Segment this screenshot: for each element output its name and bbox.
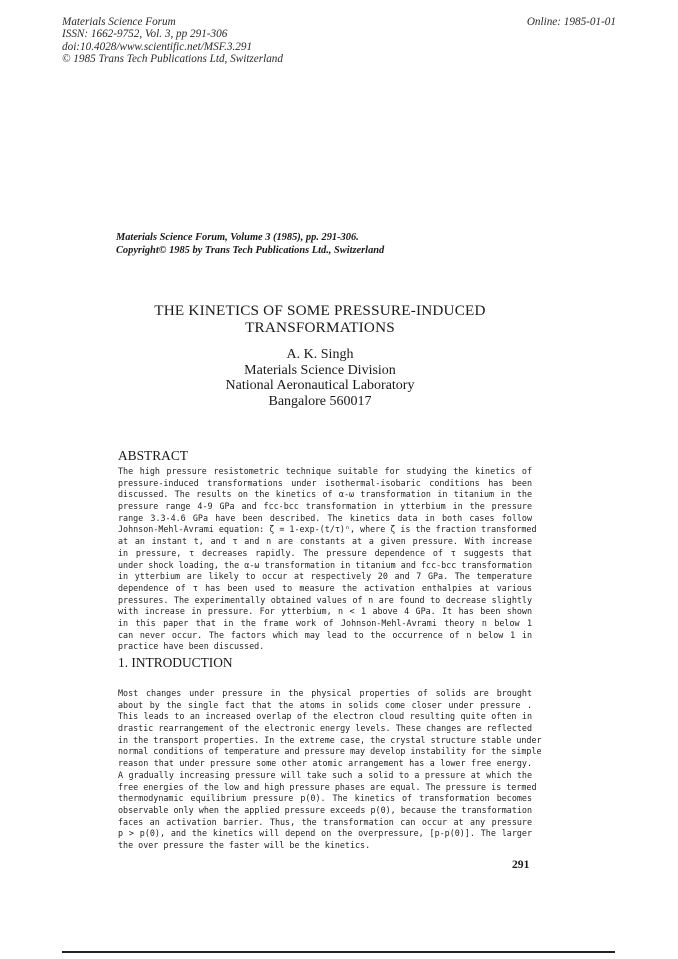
abstract-line: under shock loading, the α-ω transformation in titanium and fcc-bcc transformation bbox=[118, 559, 532, 570]
introduction-line: Most changes under pressure in the physical properties of solids are brought bbox=[118, 688, 532, 698]
citation-line-2: Copyright© 1985 by Trans Tech Publications Ltd., Switzerland bbox=[116, 244, 385, 256]
title-line-2: TRANSFORMATIONS bbox=[245, 319, 395, 336]
introduction-line: about by the single fact that the atoms in solids come closer under pressure . bbox=[118, 699, 532, 710]
abstract-body bbox=[118, 466, 537, 653]
abstract-line: with increase in pressure. For ytterbium, n < 1 above 4 GPa. It has been shown bbox=[118, 606, 532, 617]
journal-name: Materials Science Forum bbox=[62, 16, 176, 28]
abstract-line: at an instant t, and τ and n are constants at a given pressure. With increase bbox=[118, 536, 532, 547]
author-block bbox=[120, 347, 520, 409]
abstract-line: pressures. The experimentally obtained values of n are found to decrease slightly bbox=[118, 594, 532, 605]
abstract-line: in ytterbium are likely to occur at respectively 20 and 7 GPa. The temperature bbox=[118, 571, 532, 582]
issn-line: ISSN: 1662-9752, Vol. 3, pp 291-306 bbox=[62, 28, 228, 41]
online-date: Online: 1985-01-01 bbox=[526, 16, 616, 28]
introduction-line: thermodynamic equilibrium pressure p(0). The kinetics of transformation becomes bbox=[118, 793, 532, 804]
abstract-line: can never occur. The factors which may lead to the occurrence of n below 1 in bbox=[118, 629, 532, 640]
introduction-heading: 1. INTRODUCTION bbox=[118, 655, 233, 670]
abstract-line: range 3.3-4.6 GPa have been described. The kinetics data in both cases follow bbox=[118, 512, 532, 523]
abstract-line: in this paper that in the frame work of Johnson-Mehl-Avrami theory n below 1 bbox=[118, 617, 532, 628]
abstract-line: practice have been discussed. bbox=[118, 641, 265, 652]
paper-title bbox=[120, 302, 520, 336]
citation-line-1: Materials Science Forum, Volume 3 (1985), pp. 291-306. bbox=[116, 232, 359, 243]
abstract-line: pressure-induced transformations under isothermal-isobaric conditions has been bbox=[118, 477, 532, 488]
abstract-line: pressure range 4-9 GPa and fcc-bcc transformation in ytterbium in the pressure bbox=[118, 501, 532, 512]
introduction-line: p > p(0), and the kinetics will depend on the overpressure, [p-p(0)]. The larger bbox=[118, 828, 532, 839]
abstract-line: discussed. The results on the kinetics of α-ω transformation in titanium in the bbox=[118, 489, 532, 500]
introduction-line: reason that under pressure some other atomic arrangement has a lower free energy. bbox=[118, 758, 532, 769]
author-lab: National Aeronautical Laboratory bbox=[225, 378, 415, 394]
introduction-line: the over pressure the faster will be the kinetics. bbox=[118, 839, 371, 850]
introduction-line: faces an activation barrier. Thus, the transformation can occur at any pressure bbox=[118, 816, 532, 827]
footer-rule bbox=[62, 951, 615, 953]
copyright-line: © 1985 Trans Tech Publications Ltd, Switzerland bbox=[62, 53, 283, 66]
abstract-line: in pressure, τ decreases rapidly. The pressure dependence of τ suggests that bbox=[118, 547, 532, 558]
abstract-heading: ABSTRACT bbox=[118, 448, 188, 463]
abstract-line: Johnson-Mehl-Avrami equation: ζ = 1-exp-(t/τ)ⁿ, where ζ is the fraction transformed bbox=[118, 524, 537, 535]
author-name: A. K. Singh bbox=[286, 347, 354, 362]
page-number: 291 bbox=[512, 858, 530, 871]
introduction-line: A gradually increasing pressure will take such a solid to a pressure at which the bbox=[118, 769, 532, 780]
introduction-line: normal conditions of temperature and pressure may develop instability for the simple bbox=[118, 746, 542, 757]
doi-line: doi:10.4028/www.scientific.net/MSF.3.291 bbox=[62, 40, 253, 53]
title-line-1: THE KINETICS OF SOME PRESSURE-INDUCED bbox=[154, 302, 486, 319]
citation-block bbox=[116, 232, 384, 257]
abstract-line: The high pressure resistometric technique suitable for studying the kinetics of bbox=[118, 466, 532, 476]
introduction-line: observable only when the applied pressure exceeds p(0), because the transformation bbox=[118, 804, 532, 815]
introduction-line: free energies of the low and high pressure phases are equal. The pressure is termed bbox=[118, 781, 537, 792]
abstract-line: dependence of τ has been used to measure the activation enthalpies at various bbox=[118, 582, 532, 593]
introduction-body bbox=[118, 688, 542, 852]
introduction-line: in the transport properties. In the extreme case, the crystal structure stable under bbox=[118, 734, 542, 745]
introduction-line: drastic rearrangement of the electronic energy levels. These changes are reflected bbox=[118, 723, 532, 734]
introduction-line: This leads to an increased overlap of the electron cloud resulting quite often in bbox=[118, 711, 532, 722]
journal-header bbox=[62, 16, 283, 66]
author-division: Materials Science Division bbox=[244, 362, 396, 378]
author-city: Bangalore 560017 bbox=[268, 393, 372, 409]
